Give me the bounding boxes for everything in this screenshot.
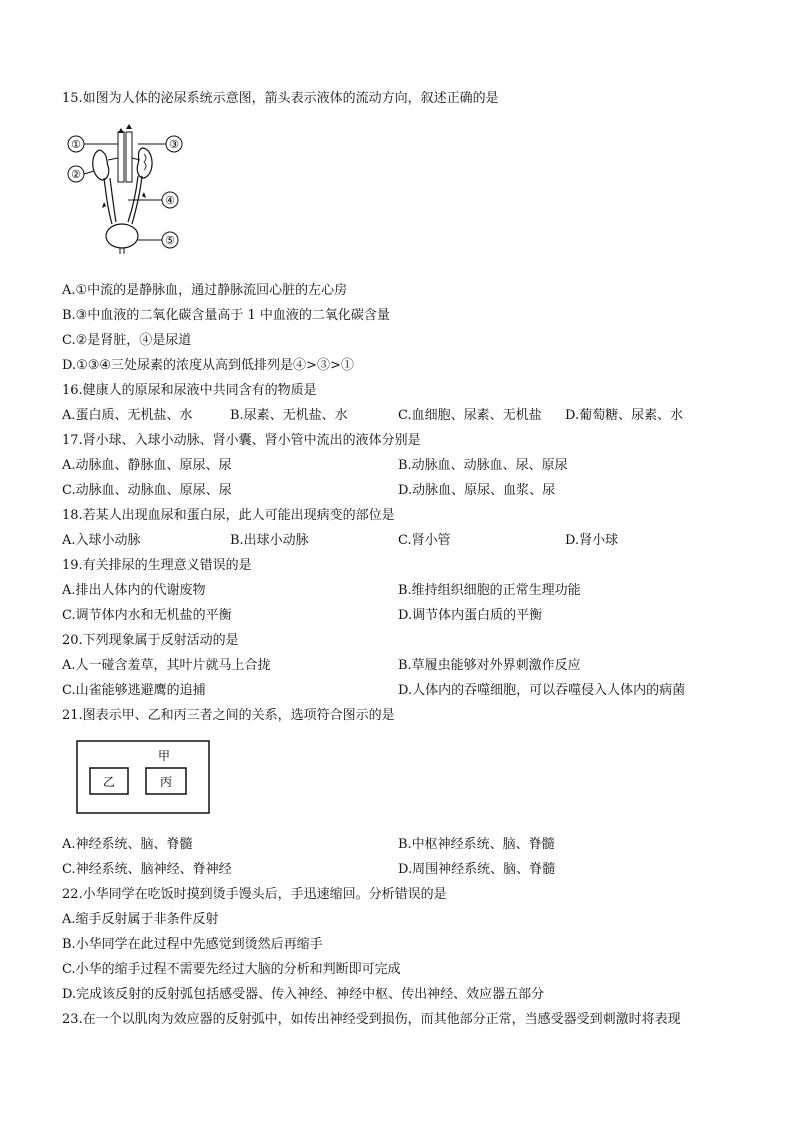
q20-option-c: C.山雀能够逃避鹰的追捕 <box>62 683 206 698</box>
q17-option-a: A.动脉血、静脉血、原尿、尿 <box>62 458 232 473</box>
q18-stem: 18.若某人出现血尿和蛋白尿，此人可能出现病变的部位是 <box>62 508 395 523</box>
label-2: ② <box>71 168 81 181</box>
q19-option-c: C.调节体内水和无机盐的平衡 <box>62 608 232 623</box>
set-relation-diagram <box>76 740 210 814</box>
q21-option-d: D.周围神经系统、脑、脊髓 <box>398 862 556 877</box>
q17-option-d: D.动脉血、原尿、血浆、尿 <box>398 483 556 498</box>
q19-option-a: A.排出人体内的代谢废物 <box>62 583 206 598</box>
q21-option-b: B.中枢神经系统、脑、脊髓 <box>398 837 555 852</box>
label-4: ④ <box>165 194 175 207</box>
q20-option-b: B.草履虫能够对外界刺激作反应 <box>398 658 581 673</box>
q18-option-b: B.出球小动脉 <box>230 533 309 548</box>
q17-stem: 17.肾小球、入球小动脉、肾小囊、肾小管中流出的液体分别是 <box>62 433 421 448</box>
q16-stem: 16.健康人的原尿和尿液中共同含有的物质是 <box>62 383 317 398</box>
q15-stem: 15.如图为人体的泌尿系统示意图，箭头表示液体的流动方向，叙述正确的是 <box>62 91 499 106</box>
q22-option-b: B.小华同学在此过程中先感觉到烫然后再缩手 <box>62 937 323 952</box>
q18-option-c: C.肾小管 <box>398 533 451 548</box>
q16-option-c: C.血细胞、尿素、无机盐 <box>398 408 542 423</box>
q18-option-a: A.入球小动脉 <box>62 533 141 548</box>
q15-option-c: C.②是肾脏，④是尿道 <box>62 333 192 348</box>
q16-option-b: B.尿素、无机盐、水 <box>230 408 348 423</box>
outer-label: 甲 <box>157 749 171 763</box>
q20-option-d: D.人体内的吞噬细胞，可以吞噬侵入人体内的病菌 <box>398 683 686 698</box>
q17-option-b: B.动脉血、动脉血、尿、原尿 <box>398 458 568 473</box>
q17-option-c: C.动脉血、动脉血、原尿、尿 <box>62 483 232 498</box>
q16-option-a: A.蛋白质、无机盐、水 <box>62 408 193 423</box>
q19-option-d: D.调节体内蛋白质的平衡 <box>398 608 543 623</box>
q16-option-d: D.葡萄糖、尿素、水 <box>565 408 684 423</box>
q19-stem: 19.有关排尿的生理意义错误的是 <box>62 558 252 573</box>
q19-option-b: B.维持组织细胞的正常生理功能 <box>398 583 581 598</box>
q22-stem: 22.小华同学在吃饭时摸到烫手馒头后，手迅速缩回。分析错误的是 <box>62 887 447 902</box>
q22-option-c: C.小华的缩手过程不需要先经过大脑的分析和判断即可完成 <box>62 962 401 977</box>
left-label: 乙 <box>102 775 116 789</box>
q15-option-d: D.①③④三处尿素的浓度从高到低排列是④>③>① <box>62 358 354 373</box>
q20-option-a: A.人一碰含羞草，其叶片就马上合拢 <box>62 658 271 673</box>
q22-option-d: D.完成该反射的反射弧包括感受器、传入神经、神经中枢、传出神经、效应器五部分 <box>62 987 545 1002</box>
q23-stem: 23.在一个以肌肉为效应器的反射弧中，如传出神经受到损伤，而其他部分正常，当感受器受到刺激时将表现 <box>62 1012 681 1027</box>
q21-stem: 21.图表示甲、乙和丙三者之间的关系，选项符合图示的是 <box>62 708 395 723</box>
q21-option-c: C.神经系统、脑神经、脊神经 <box>62 862 232 877</box>
label-5: ⑤ <box>165 234 175 247</box>
label-1: ① <box>71 138 81 151</box>
q21-option-a: A.神经系统、脑、脊髓 <box>62 837 193 852</box>
right-label: 丙 <box>159 775 173 789</box>
q20-stem: 20.下列现象属于反射活动的是 <box>62 633 239 648</box>
q18-option-d: D.肾小球 <box>565 533 619 548</box>
q22-option-a: A.缩手反射属于非条件反射 <box>62 912 219 927</box>
q15-option-a: A.①中流的是静脉血，通过静脉流回心脏的左心房 <box>62 283 348 298</box>
q15-option-b: B.③中血液的二氧化碳含量高于 1 中血液的二氧化碳含量 <box>62 308 390 323</box>
label-3: ③ <box>169 138 179 151</box>
urinary-system-diagram <box>62 122 192 254</box>
